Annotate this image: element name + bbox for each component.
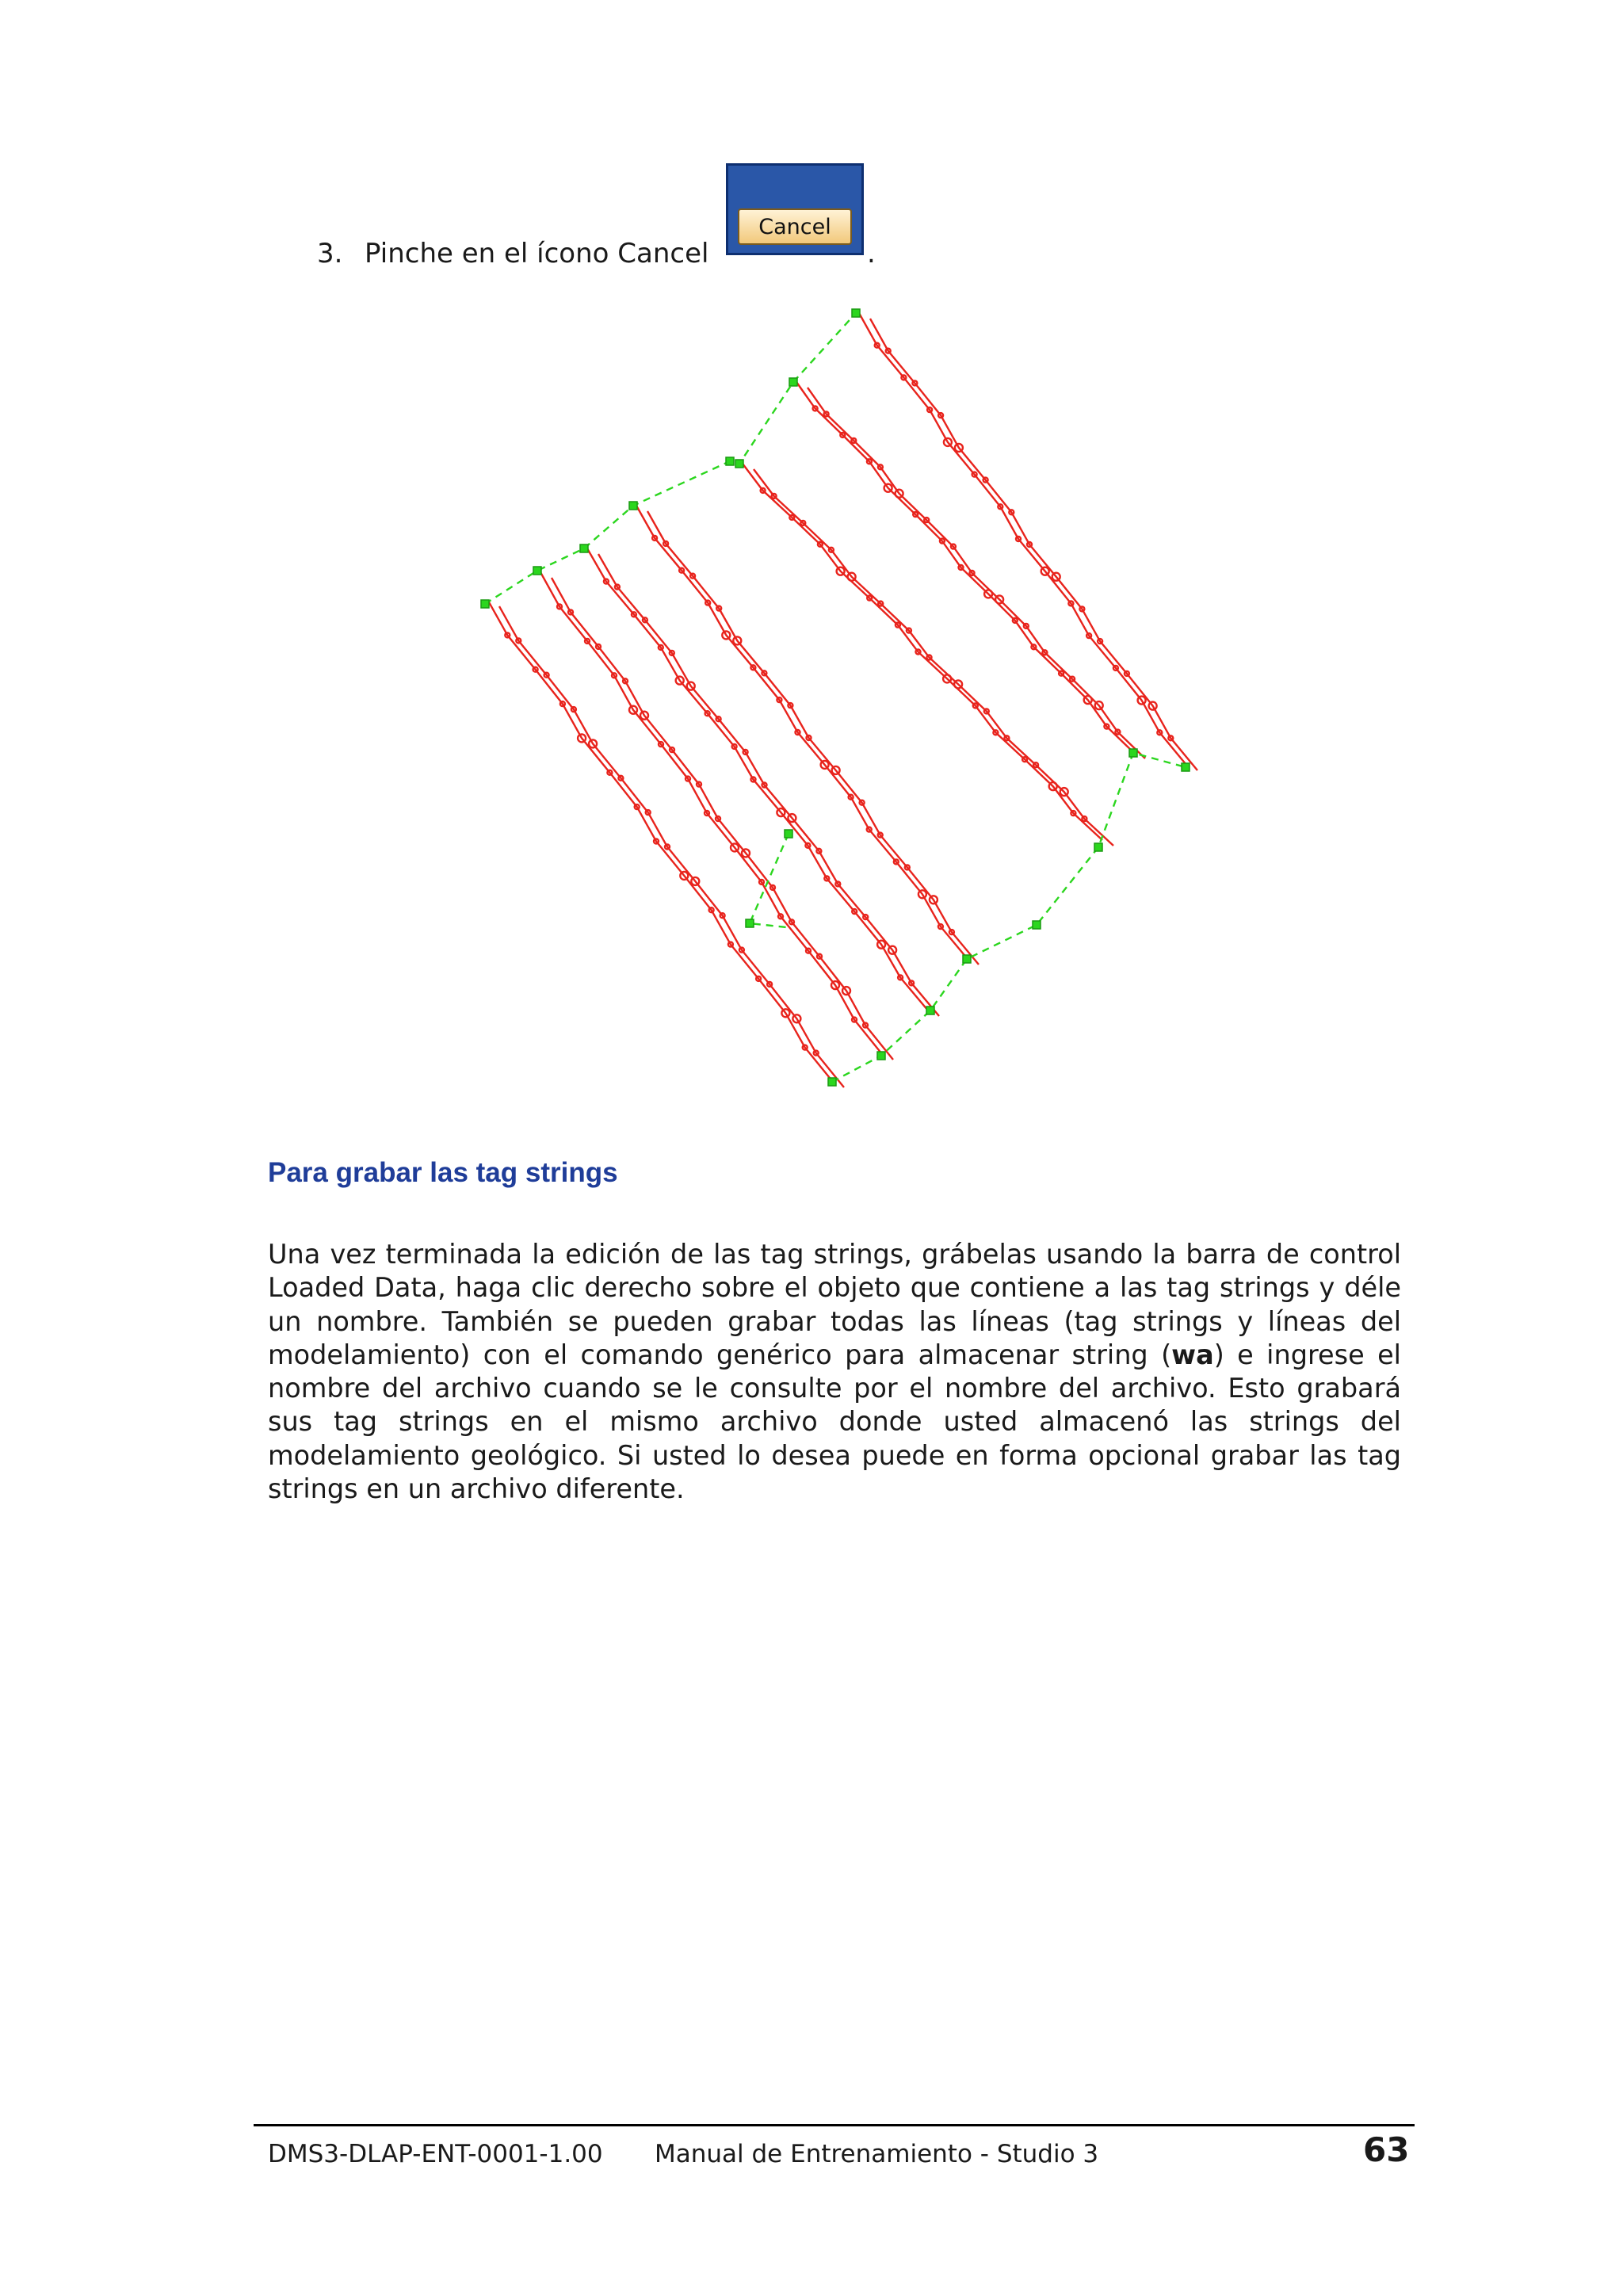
tag-string-vertex — [852, 309, 860, 317]
tag-string-vertex — [789, 378, 797, 386]
tag-strings-plot — [468, 293, 1205, 1110]
tag-string-vertex — [963, 955, 971, 963]
tag-string-vertex — [481, 600, 489, 608]
cancel-dialog-thumbnail — [726, 163, 864, 255]
footer-rule — [254, 2124, 1415, 2126]
model-string-line — [552, 578, 893, 1060]
model-string-line — [870, 319, 1197, 770]
footer-doc-code: DMS3-DLAP-ENT-0001-1.00 — [268, 2140, 603, 2168]
step-instruction — [317, 238, 708, 269]
tag-string-points — [481, 309, 1190, 1086]
page-number: 63 — [1363, 2130, 1410, 2169]
tag-string-vertex — [828, 1078, 836, 1086]
tag-string-vertex — [533, 567, 541, 575]
step-trailing-period: . — [867, 238, 876, 269]
paragraph-part-1: Una vez terminada la edición de las tag strings, grábelas usando la barra de control Loaded Data, haga clic derecho sobre el objeto que contiene a las tag strings y déle un nombre. También se pueden grabar todas las líneas (tag strings y líneas del modelamiento) con el comando genérico para almacenar string ( — [268, 1239, 1401, 1370]
command-wa: wa — [1171, 1339, 1214, 1370]
tag-string-vertex — [726, 457, 734, 465]
model-string-line — [587, 548, 928, 1010]
tag-string-vertex — [926, 1007, 934, 1014]
tag-string-inner — [750, 834, 789, 927]
tag-string-vertex — [1033, 921, 1041, 929]
model-string-line — [598, 554, 939, 1016]
step-text: Pinche en el ícono Cancel — [365, 238, 709, 269]
model-string-points — [505, 343, 1173, 1056]
tag-string-vertex — [1129, 749, 1137, 757]
model-string-line — [647, 511, 979, 965]
tag-string-vertex — [1182, 763, 1190, 771]
tag-string-vertex — [746, 919, 754, 927]
model-string-line — [540, 572, 882, 1054]
tag-string-vertex — [1094, 843, 1102, 851]
model-string-line — [488, 601, 833, 1082]
model-string-line — [636, 506, 968, 959]
step-number: 3. — [317, 238, 343, 269]
cancel-button[interactable] — [738, 208, 852, 245]
section-heading: Para grabar las tag strings — [268, 1157, 618, 1188]
tag-string-vertex — [877, 1052, 885, 1060]
body-paragraph — [268, 1238, 1401, 1506]
cancel-button-label: Cancel — [758, 214, 831, 239]
tag-string-vertex — [735, 460, 743, 468]
tag-string-top — [485, 313, 856, 604]
model-string-line — [859, 313, 1186, 765]
paragraph-part-2: ) e ingrese el nombre del archivo cuando se le consulte por el nombre del archivo. Esto grabará sus tag strings en el mismo archivo donde usted almacenó las strings del modelamiento geológico. Si usted lo desea puede en forma opcional grabar las tag strings en un archivo diferente. — [268, 1339, 1401, 1505]
tag-string-vertex — [629, 502, 637, 510]
tag-string-vertex — [580, 544, 588, 552]
tag-string-bottom — [832, 753, 1186, 1082]
tag-string-vertex — [785, 830, 792, 838]
model-string-line — [499, 606, 844, 1087]
footer-title: Manual de Entrenamiento - Studio 3 — [655, 2140, 1099, 2168]
